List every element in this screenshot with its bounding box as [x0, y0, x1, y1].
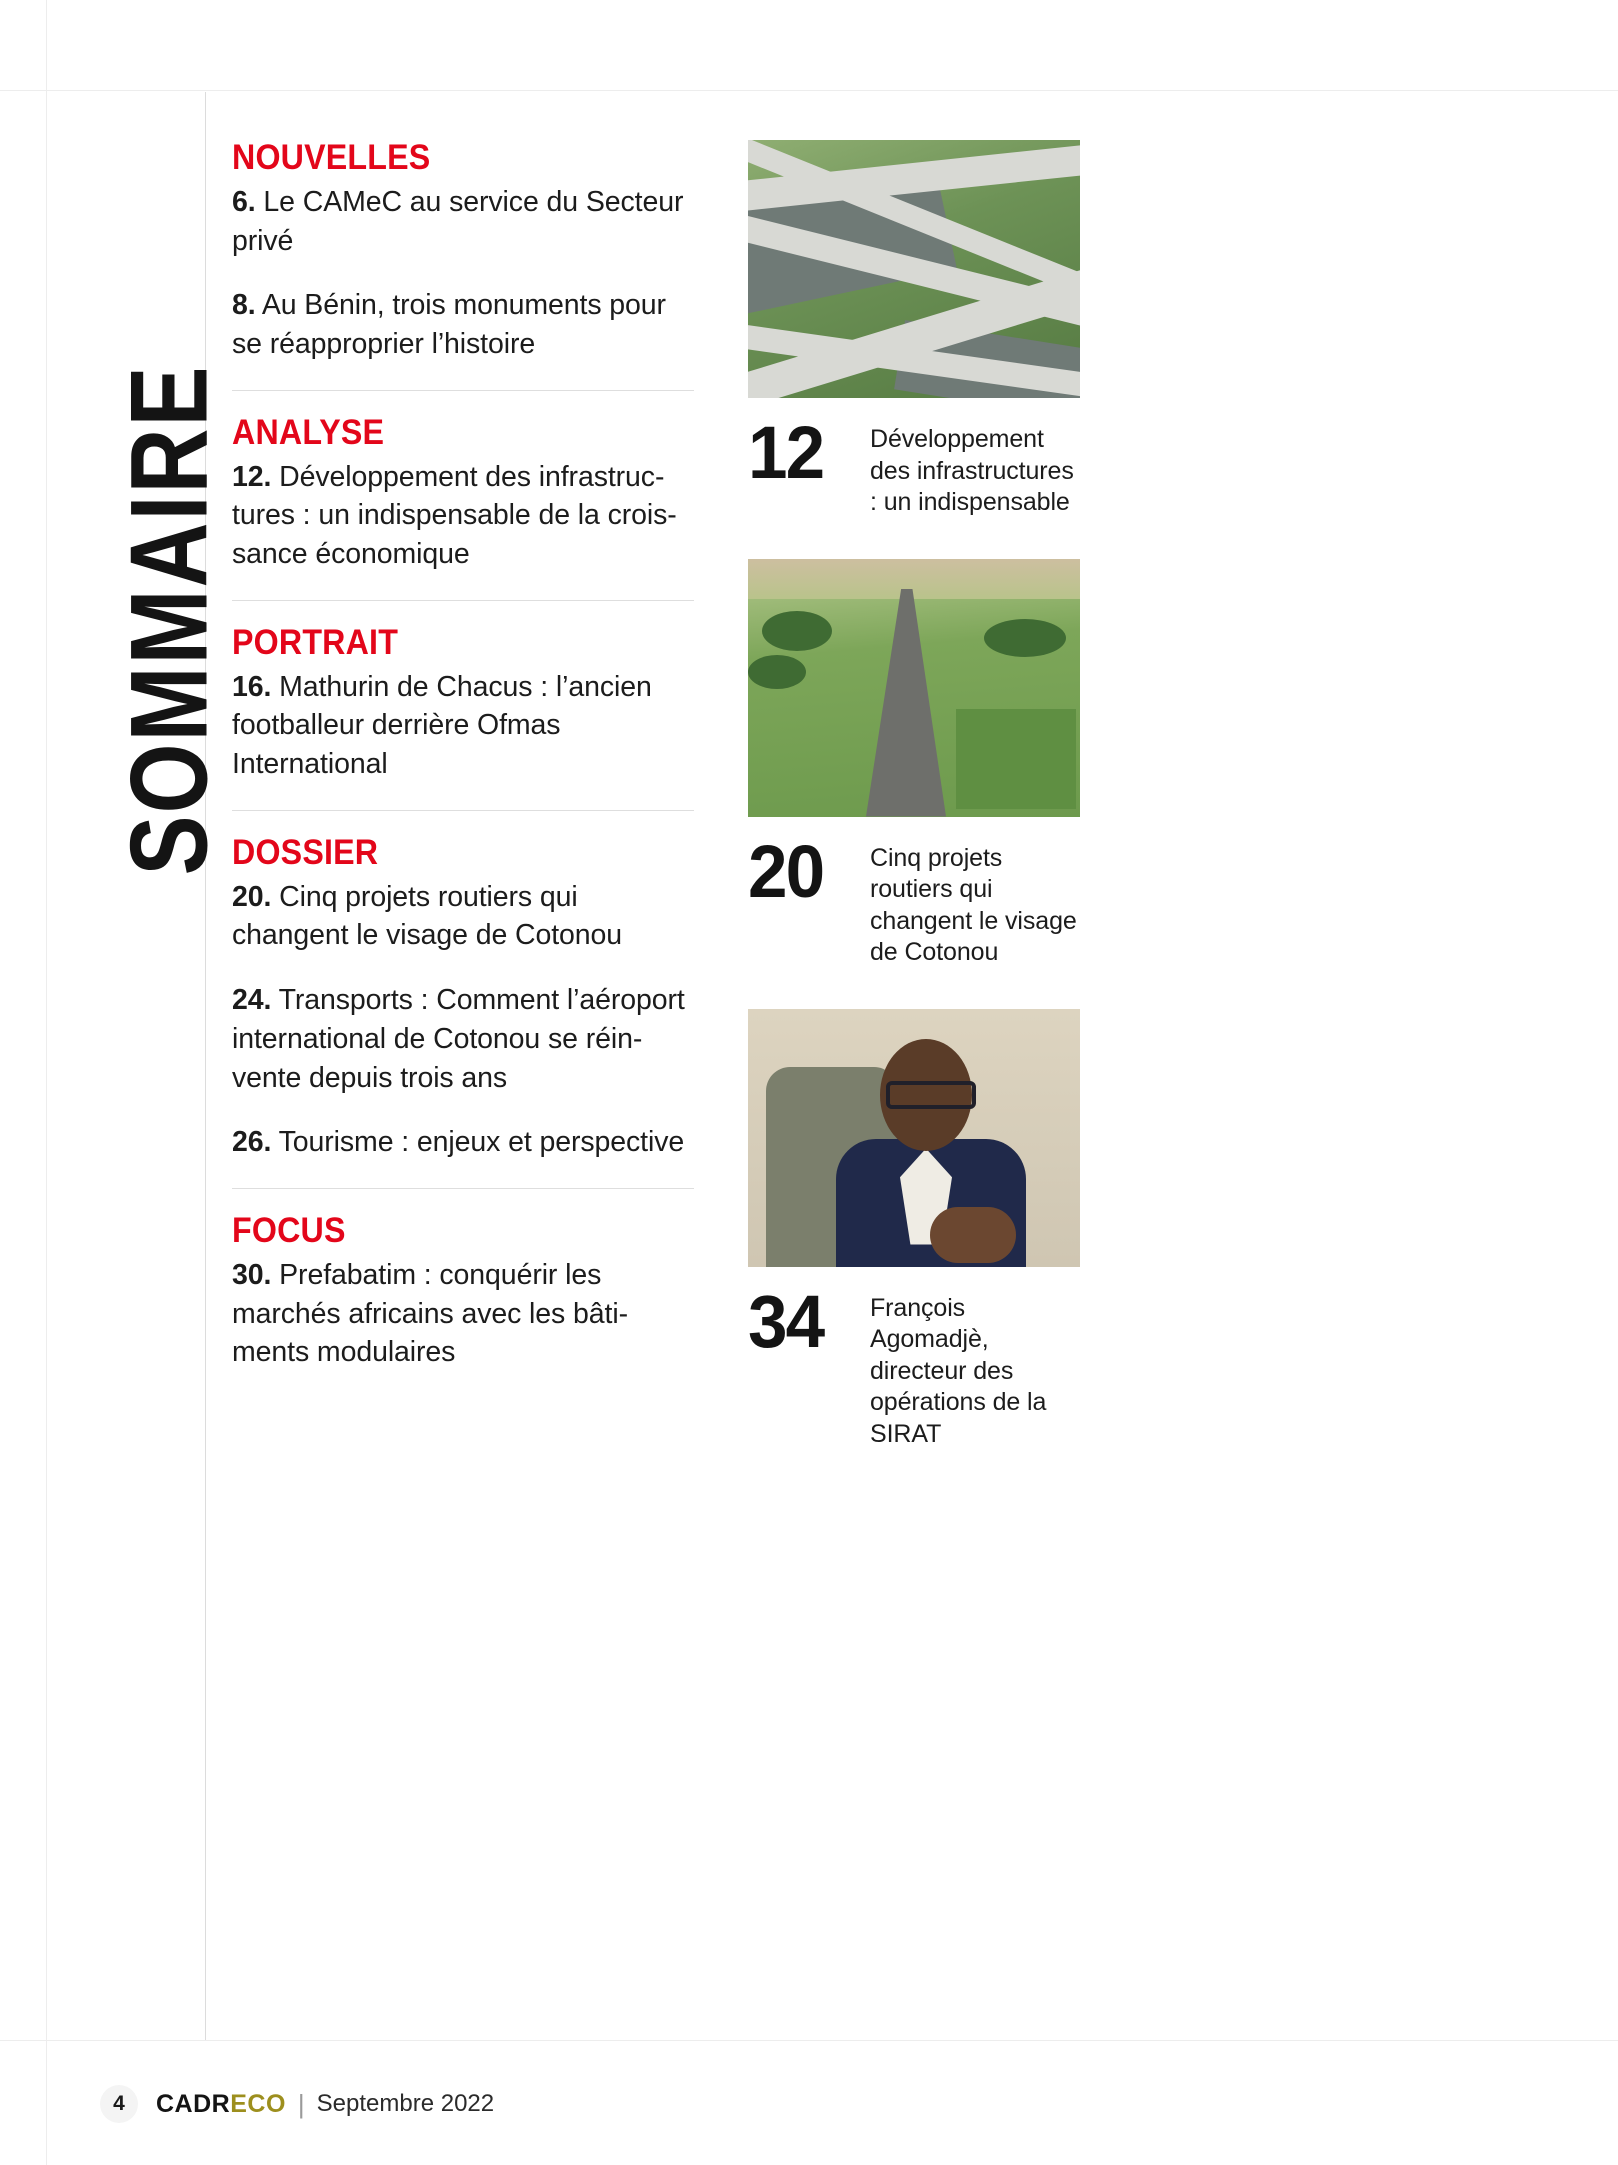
- toc-entry-page: 24.: [232, 984, 272, 1016]
- highlight-item[interactable]: [748, 140, 1080, 519]
- toc-entry[interactable]: [232, 668, 694, 784]
- highlights-column: [748, 140, 1080, 1450]
- toc-entry-text: Le CAMeC au service du Secteur privé: [232, 185, 684, 257]
- section-divider: [232, 390, 694, 391]
- section-divider: [232, 1188, 694, 1189]
- section-title-analyse: ANALYSE: [232, 412, 385, 452]
- toc-entry-page: 6.: [232, 185, 256, 218]
- toc-entry-text: Cinq projets routiers qui changent le visage de Cotonou: [232, 880, 623, 952]
- page-footer: [100, 2085, 494, 2123]
- toc-entry[interactable]: [232, 183, 694, 261]
- highlight-caption: [748, 829, 1080, 969]
- toc-entry-page: 30.: [232, 1258, 272, 1291]
- sommaire-heading: [108, 364, 231, 876]
- toc-entry-text: Prefabatim : conquérir les marchés africains avec les bâti-ments modulaires: [232, 1258, 628, 1369]
- section-focus: [232, 1213, 694, 1372]
- toc-entry[interactable]: [232, 1256, 694, 1372]
- toc-entry-page: 20.: [232, 880, 272, 913]
- page-number: 4: [100, 2085, 138, 2123]
- brand-logo: [156, 2090, 286, 2119]
- section-analyse: [232, 412, 694, 574]
- highlight-page-number: 20: [748, 829, 824, 913]
- highway-interchange-photo: [748, 140, 1080, 398]
- section-dossier: [232, 832, 694, 1162]
- coastal-road-photo: [748, 559, 1080, 817]
- sommaire-label: SOMMAIRE: [108, 364, 231, 876]
- section-divider: [232, 600, 694, 601]
- highlight-item[interactable]: [748, 559, 1080, 969]
- toc-entry[interactable]: [232, 981, 694, 1097]
- section-divider: [232, 810, 694, 811]
- highlight-caption: [748, 411, 1080, 519]
- toc-entry[interactable]: [232, 1123, 694, 1162]
- highlight-caption-text: François Agomadjè, directeur des opérations de la SIRAT: [870, 1293, 1047, 1448]
- toc-entry-text: Transports : Comment l’aéroport international de Cotonou se réin-vente depuis trois ans: [232, 984, 685, 1094]
- page-edge-top: [0, 90, 1618, 91]
- toc-entry-text: Tourisme : enjeux et perspective: [271, 1126, 685, 1159]
- footer-separator: |: [297, 2088, 305, 2119]
- section-title-portrait: PORTRAIT: [232, 622, 399, 662]
- toc-entry-page: 26.: [232, 1126, 272, 1159]
- brand-name-first: CADR: [156, 2089, 231, 2118]
- toc-entry[interactable]: [232, 458, 694, 574]
- toc-entry-text: Mathurin de Chacus : l’ancien footballeur derrière Ofmas International: [232, 670, 652, 780]
- highlight-caption: [748, 1279, 1080, 1451]
- toc-entry-page: 12.: [232, 460, 272, 493]
- section-title-dossier: DOSSIER: [232, 832, 379, 872]
- page-edge-bottom: [0, 2040, 1618, 2041]
- page-edge-left: [46, 0, 47, 2165]
- section-title-nouvelles: NOUVELLES: [232, 138, 431, 177]
- brand-name-second: ECO: [230, 2089, 286, 2118]
- toc-entry[interactable]: [232, 878, 694, 956]
- toc-entry-text: Développement des infrastruc-tures : un indispensable de la crois-sance économique: [232, 460, 677, 570]
- section-nouvelles: [232, 140, 694, 364]
- highlight-caption-text: Développement des infrastructures : un indispensable: [870, 425, 1074, 516]
- issue-date: Septembre 2022: [316, 2090, 495, 2117]
- highlight-page-number: 12: [748, 411, 824, 494]
- highlight-page-number: 34: [748, 1279, 824, 1363]
- section-title-focus: FOCUS: [232, 1211, 346, 1250]
- highlight-item[interactable]: [748, 1009, 1080, 1451]
- toc-entry-page: 8.: [232, 289, 256, 322]
- toc-entry-text: Au Bénin, trois monuments pour se réapproprier l’histoire: [232, 289, 666, 360]
- toc-entry-page: 16.: [232, 670, 272, 703]
- table-of-contents-column: [232, 140, 694, 1372]
- toc-entry[interactable]: [232, 286, 694, 364]
- executive-portrait-photo: [748, 1009, 1080, 1267]
- highlight-caption-text: Cinq projets routiers qui changent le visage de Cotonou: [870, 843, 1077, 966]
- section-portrait: [232, 622, 694, 784]
